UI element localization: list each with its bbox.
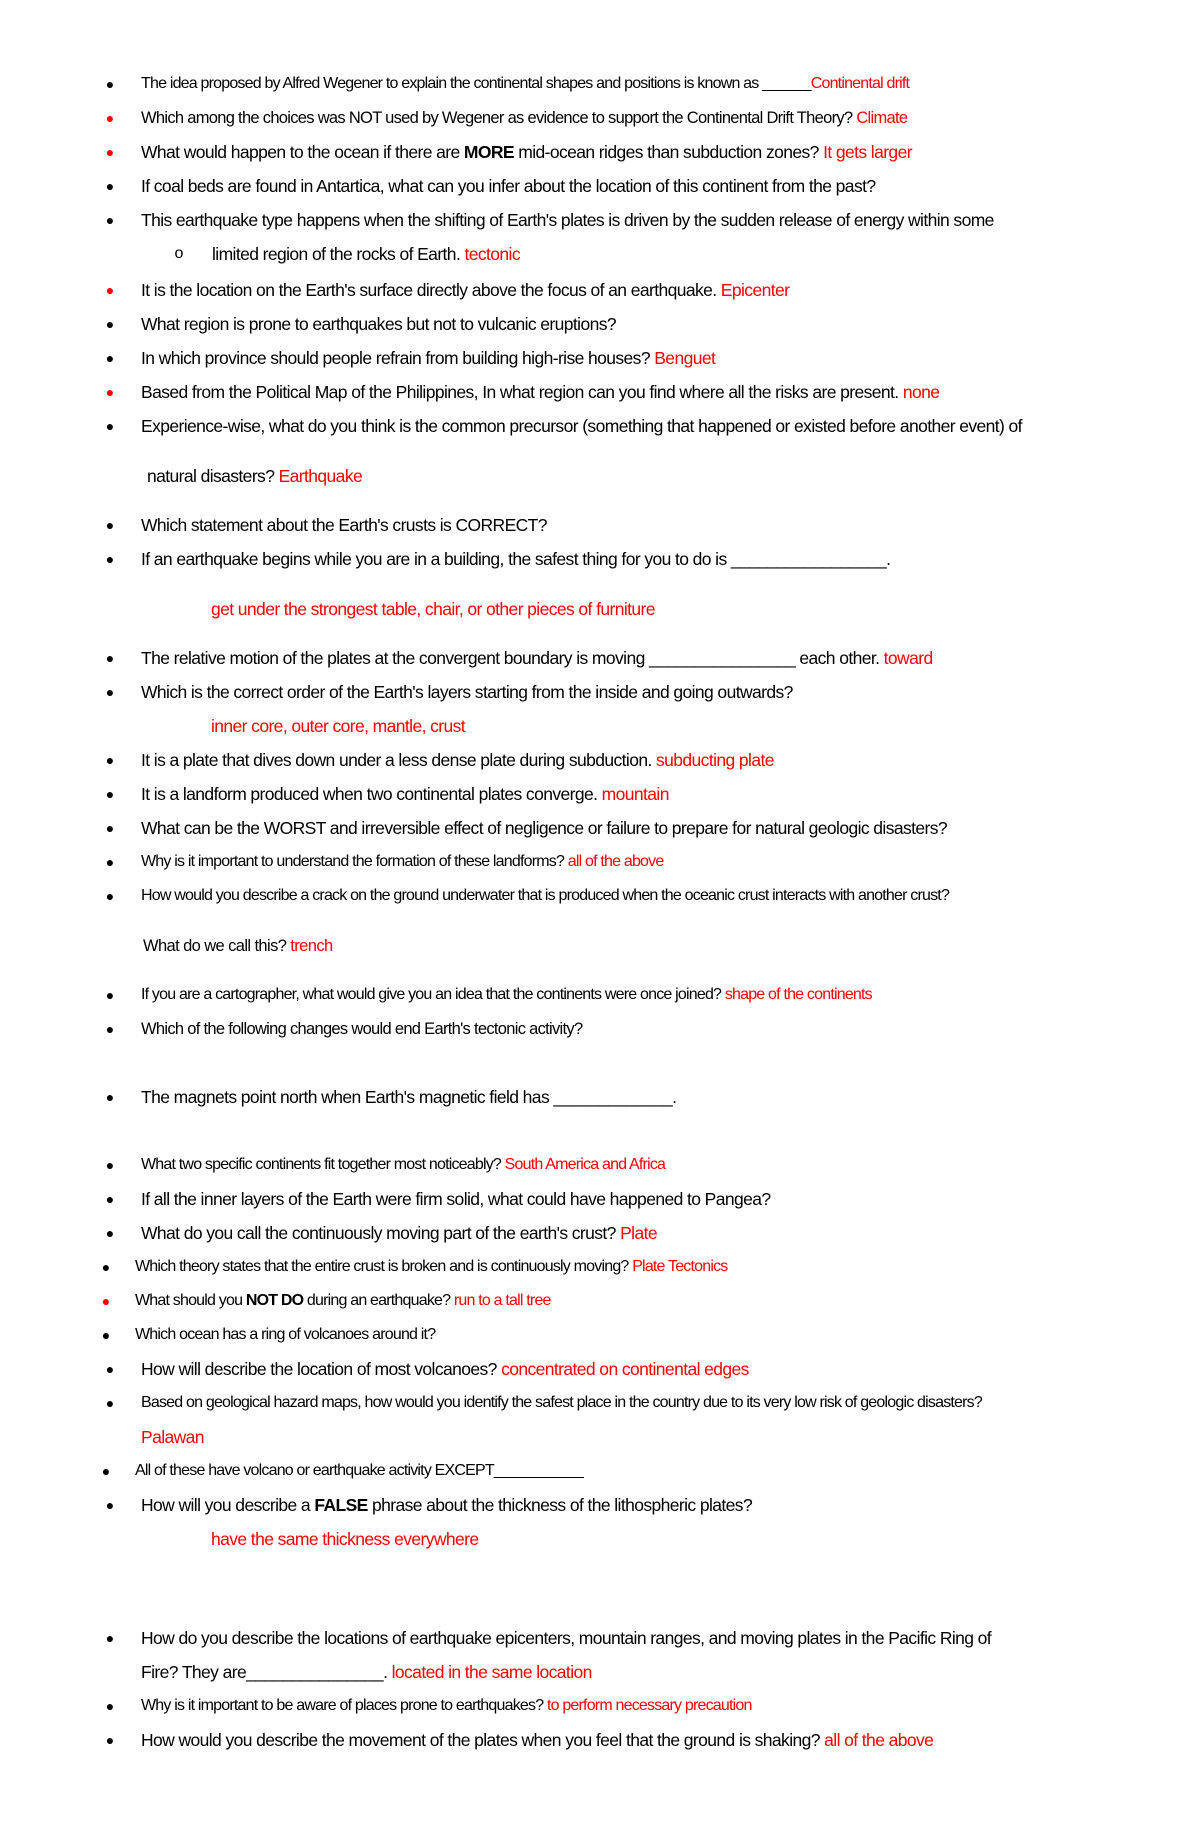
question-24 <box>141 1187 1160 1211</box>
bullet: ● <box>101 1293 111 1309</box>
question-text: What do we call this? <box>143 937 291 955</box>
bullet: ● <box>105 418 115 434</box>
question-5 <box>141 208 1160 232</box>
bullet: ● <box>105 384 115 400</box>
answer-blank: ___________ <box>493 1462 583 1479</box>
bullet: ● <box>105 854 115 870</box>
bullet: ● <box>105 1157 115 1173</box>
question-17 <box>141 816 1160 840</box>
question-text: This earthquake type happens when the shifting of Earth's plates is driven by the sudden release of energy within some <box>141 210 994 230</box>
question-22 <box>141 1085 1160 1109</box>
question-32 <box>141 1493 1160 1517</box>
question-text: Based on geological hazard maps, how would you identify the safest place in the country due to its very low risk of geologic disasters? <box>141 1394 982 1411</box>
question-2 <box>141 106 1160 130</box>
bullet: ● <box>105 517 115 533</box>
question-text: Which statement about the Earth's crusts is CORRECT? <box>141 515 547 535</box>
question-14 <box>141 680 1160 704</box>
question-text: If coal beds are found in Antartica, what can you infer about the location of this continent from the past? <box>141 176 876 196</box>
question-text: It is a plate that dives down under a less dense plate during subduction. <box>141 750 656 770</box>
question-3 <box>141 140 1160 164</box>
question-text: Why is it important to understand the formation of these landforms? <box>141 853 568 870</box>
bullet: ● <box>105 820 115 836</box>
question-text: limited region of the rocks of Earth. <box>212 244 465 264</box>
question-text: natural disasters? <box>147 466 279 486</box>
question-text: What would happen to the ocean if there are <box>141 142 464 162</box>
question-27 <box>135 1289 1160 1313</box>
bullet: ● <box>105 110 115 126</box>
question-25 <box>141 1221 1160 1245</box>
answer-text: South America and Africa <box>504 1156 666 1173</box>
answer-text: located in the same location <box>391 1662 592 1682</box>
question-6 <box>141 278 1160 302</box>
bullet: ● <box>105 316 115 332</box>
bullet: ● <box>105 1361 115 1377</box>
question-text: . <box>383 1662 392 1682</box>
question-19 <box>141 884 1160 908</box>
bullet: ● <box>105 888 115 904</box>
question-8 <box>141 346 1160 370</box>
question-text: It is a landform produced when two continental plates converge. <box>141 784 602 804</box>
bullet: ● <box>105 1225 115 1241</box>
bullet: ● <box>105 144 115 160</box>
question-text: Fire? They are <box>141 1662 247 1682</box>
bullet: ● <box>105 1732 115 1748</box>
answer-blank: _________________ <box>730 549 887 569</box>
question-23 <box>141 1153 1160 1177</box>
question-15 <box>141 748 1160 772</box>
question-text: Which ocean has a ring of volcanoes around it? <box>135 1326 436 1343</box>
answer-text: get under the strongest table, chair, or other pieces of furniture <box>211 599 655 619</box>
question-text: Which of the following changes would end Earth's tectonic activity? <box>141 1020 583 1038</box>
bullet: ● <box>105 1698 115 1714</box>
question-30 <box>141 1391 1160 1415</box>
question-9 <box>141 380 1160 404</box>
question-16 <box>141 782 1160 806</box>
bullet: ● <box>105 551 115 567</box>
bullet: ● <box>105 350 115 366</box>
question-11 <box>141 513 1160 537</box>
bullet: ● <box>105 282 115 298</box>
question-1 <box>141 72 1160 96</box>
question-text: What should you <box>135 1292 246 1309</box>
answer-text: Plate <box>620 1223 657 1243</box>
answer-text: tectonic <box>464 244 520 264</box>
answer-text: all of the above <box>824 1730 934 1750</box>
bullet: ● <box>105 987 115 1003</box>
question-13 <box>141 646 1160 670</box>
question-29 <box>141 1357 1160 1381</box>
answer-text: Epicenter <box>720 280 790 300</box>
answer-blank: ________________ <box>649 648 796 668</box>
question-text: The idea proposed by Alfred Wegener to explain the continental shapes and positions is known as <box>141 75 763 92</box>
question-12 <box>141 547 1160 571</box>
question-text: The magnets point north when Earth's magnetic field has <box>141 1087 554 1107</box>
bullet: ● <box>105 684 115 700</box>
question-text: Experience-wise, what do you think is the common precursor (something that happened or existed before another event) of <box>141 416 1022 436</box>
question-18 <box>141 850 1160 874</box>
bullet: ● <box>101 1463 111 1479</box>
bullet: ● <box>105 752 115 768</box>
question-10-continuation <box>147 464 362 488</box>
emphasis-text: MORE <box>463 142 514 162</box>
answer-text: It gets larger <box>823 142 912 162</box>
question-text: If you are a cartographer, what would give you an idea that the continents were once joined? <box>141 986 725 1003</box>
question-text: Based from the Political Map of the Philippines, In what region can you find where all the risks are present. <box>141 382 903 402</box>
question-text: If an earthquake begins while you are in a building, the safest thing for you to do is <box>141 549 731 569</box>
answer-text: toward <box>883 648 933 668</box>
answer-text: inner core, outer core, mantle, crust <box>211 716 466 736</box>
question-text: What region is prone to earthquakes but not to vulcanic eruptions? <box>141 314 617 334</box>
bullet: ● <box>105 76 115 92</box>
question-text: How will describe the location of most volcanoes? <box>141 1359 502 1379</box>
question-text: What do you call the continuously moving part of the earth's crust? <box>141 1223 621 1243</box>
answer-text: Continental drift <box>810 75 910 92</box>
answer-text: Benguet <box>654 348 716 368</box>
bullet: ● <box>105 1497 115 1513</box>
answer-text: Earthquake <box>278 466 363 486</box>
question-text: All of these have volcano or earthquake activity EXCEPT <box>135 1462 494 1479</box>
question-text: . <box>886 549 891 569</box>
question-10 <box>141 414 1160 438</box>
question-text: It is the location on the Earth's surface directly above the focus of an earthquake. <box>141 280 721 300</box>
question-text: during an earthquake? <box>303 1292 454 1309</box>
answer-text: have the same thickness everywhere <box>211 1529 479 1549</box>
bullet: ● <box>105 650 115 666</box>
answer-blank: _____________ <box>553 1087 673 1107</box>
question-text: How would you describe a crack on the ground underwater that is produced when the oceanic crust interacts with another crust? <box>141 887 950 904</box>
answer-text: all of the above <box>567 853 664 870</box>
bullet: ● <box>105 1395 115 1411</box>
question-text: If all the inner layers of the Earth were firm solid, what could have happened to Pangea? <box>141 1189 771 1209</box>
question-text: In which province should people refrain from building high-rise houses? <box>141 348 655 368</box>
bullet: ● <box>105 212 115 228</box>
answer-text: run to a tall tree <box>453 1292 551 1309</box>
question-7 <box>141 312 1160 336</box>
question-28 <box>135 1323 1160 1347</box>
question-text: The relative motion of the plates at the convergent boundary is moving <box>141 648 649 668</box>
answer-text: Palawan <box>141 1427 204 1447</box>
question-text: What two specific continents fit together most noticeably? <box>141 1156 505 1173</box>
answer-text: Plate Tectonics <box>632 1258 728 1275</box>
question-33 <box>141 1626 1160 1650</box>
sub-bullet: o <box>174 245 184 262</box>
question-text: each other. <box>795 648 884 668</box>
question-text: How do you describe the locations of earthquake epicenters, mountain ranges, and moving plates in the Pacific Ring of <box>141 1628 992 1648</box>
answer-text: concentrated on continental edges <box>501 1359 749 1379</box>
answer-text: mountain <box>601 784 669 804</box>
question-text: What can be the WORST and irreversible effect of negligence or failure to prepare for natural geologic disasters? <box>141 818 948 838</box>
question-31 <box>135 1459 1160 1483</box>
question-20 <box>141 983 1160 1007</box>
answer-text: subducting plate <box>656 750 774 770</box>
emphasis-text: FALSE <box>314 1495 368 1515</box>
answer-text: shape of the continents <box>724 986 872 1003</box>
bullet: ● <box>105 1191 115 1207</box>
question-text: phrase about the thickness of the lithospheric plates? <box>367 1495 753 1515</box>
question-text: How will you describe a <box>141 1495 315 1515</box>
question-text: Which theory states that the entire crust is broken and is continuously moving? <box>135 1258 633 1275</box>
answer-blank: _______________ <box>246 1662 384 1682</box>
bullet: ● <box>101 1327 111 1343</box>
question-19-continuation <box>143 934 333 958</box>
answer-text: trench <box>290 937 333 955</box>
answer-text: none <box>902 382 940 402</box>
question-text: Which among the choices was NOT used by Wegener as evidence to support the Continental Drift Theory? <box>141 109 857 127</box>
question-text: . <box>672 1087 677 1107</box>
question-35 <box>141 1728 1160 1752</box>
bullet: ● <box>105 1021 115 1037</box>
bullet: ● <box>105 1630 115 1646</box>
question-text: Which is the correct order of the Earth's layers starting from the inside and going outwards? <box>141 682 793 702</box>
question-34 <box>141 1694 1160 1718</box>
emphasis-text: NOT DO <box>245 1292 304 1309</box>
question-26 <box>135 1255 1160 1279</box>
bullet: ● <box>105 786 115 802</box>
question-5-continuation <box>212 242 520 266</box>
bullet: ● <box>105 1089 115 1105</box>
question-text: Why is it important to be aware of places prone to earthquakes? <box>141 1697 547 1714</box>
answer-blank: ______ <box>762 75 811 92</box>
answer-text: to perform necessary precaution <box>546 1697 752 1714</box>
question-text: mid-ocean ridges than subduction zones? <box>513 142 824 162</box>
question-21 <box>141 1017 1160 1041</box>
bullet: ● <box>101 1259 111 1275</box>
question-33-continuation <box>141 1660 592 1684</box>
question-text: How would you describe the movement of the plates when you feel that the ground is shaking? <box>141 1730 825 1750</box>
bullet: ● <box>105 178 115 194</box>
answer-text: Climate <box>856 109 908 127</box>
question-4 <box>141 174 1160 198</box>
